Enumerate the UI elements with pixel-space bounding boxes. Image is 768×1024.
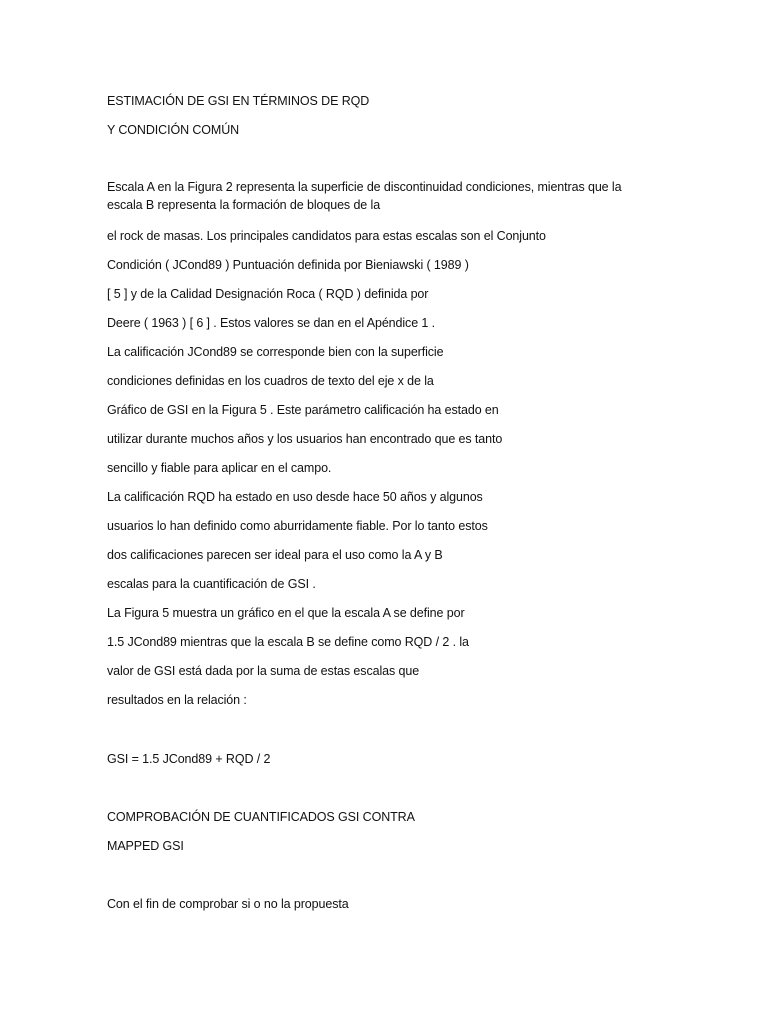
text-line-8: utilizar durante muchos años y los usuarios han encontrado que es tanto <box>107 432 503 446</box>
text-line-10: La calificación RQD ha estado en uso desde hace 50 años y algunos <box>107 490 483 504</box>
text-line-5: La calificación JCond89 se corresponde bien con la superficie <box>107 345 444 359</box>
text-line-14: La Figura 5 muestra un gráfico en el que la escala A se define por <box>107 606 465 620</box>
heading-line-2: Y CONDICIÓN COMÚN <box>107 123 240 137</box>
heading-2-line-2: MAPPED GSI <box>107 839 184 853</box>
text-line-2: Condición ( JCond89 ) Puntuación definida por Bieniawski ( 1989 ) <box>107 258 469 272</box>
text-line-16: valor de GSI está dada por la suma de estas escalas que <box>107 664 420 678</box>
heading-2-line-1: COMPROBACIÓN DE CUANTIFICADOS GSI CONTRA <box>107 810 415 824</box>
text-line-1: el rock de masas. Los principales candidatos para estas escalas son el Conjunto <box>107 229 546 243</box>
text-line-last: Con el fin de comprobar si o no la propuesta <box>107 897 349 911</box>
text-line-6: condiciones definidas en los cuadros de texto del eje x de la <box>107 374 434 388</box>
text-line-17: resultados en la relación : <box>107 693 247 707</box>
text-line-9: sencillo y fiable para aplicar en el campo. <box>107 461 332 475</box>
text-line-4: Deere ( 1963 ) [ 6 ] . Estos valores se dan en el Apéndice 1 . <box>107 316 436 330</box>
text-line-12: dos calificaciones parecen ser ideal para el uso como la A y B <box>107 548 443 562</box>
text-line-13: escalas para la cuantificación de GSI . <box>107 577 316 591</box>
heading-line-1: ESTIMACIÓN DE GSI EN TÉRMINOS DE RQD <box>107 94 370 108</box>
text-line-7: Gráfico de GSI en la Figura 5 . Este parámetro calificación ha estado en <box>107 403 499 417</box>
text-line-11: usuarios lo han definido como aburridamente fiable. Por lo tanto estos <box>107 519 488 533</box>
equation: GSI = 1.5 JCond89 + RQD / 2 <box>107 752 271 766</box>
text-line-3: [ 5 ] y de la Calidad Designación Roca ( RQD ) definida por <box>107 287 429 301</box>
text-line-15: 1.5 JCond89 mientras que la escala B se define como RQD / 2 . la <box>107 635 469 649</box>
paragraph-1: Escala A en la Figura 2 representa la superficie de discontinuidad condiciones, mientras que la escala B representa la formación de bloques de la <box>107 180 622 212</box>
